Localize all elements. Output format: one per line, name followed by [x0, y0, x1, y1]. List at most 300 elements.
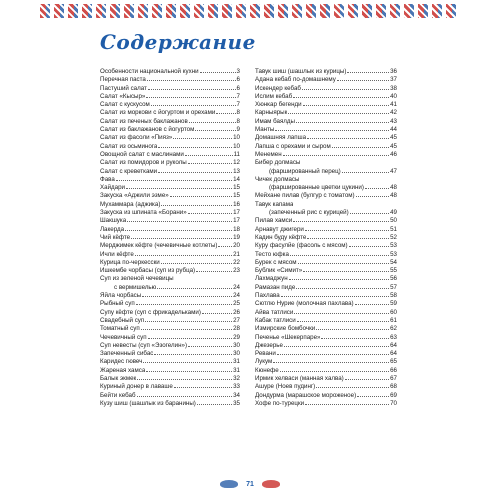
toc-entry-page: 56 — [390, 275, 397, 283]
toc-entry-page: 30 — [233, 341, 240, 349]
toc-column-left — [100, 68, 240, 408]
toc-entry-title: Кабак татлиси — [255, 316, 296, 324]
toc-entry-page: 64 — [390, 350, 397, 358]
toc-entry-title: Салат из фасоли «Пияз» — [100, 134, 173, 142]
toc-leader-dots — [289, 279, 389, 280]
toc-entry-page: 24 — [233, 283, 240, 291]
toc-entry — [100, 209, 240, 217]
toc-entry-page: 66 — [390, 366, 397, 374]
toc-entry-title: Менемен — [255, 150, 282, 158]
toc-leader-dots — [136, 304, 232, 305]
toc-entry — [100, 226, 240, 234]
toc-entry-page: 15 — [233, 192, 240, 200]
toc-leader-dots — [148, 89, 236, 90]
toc-leader-dots — [296, 288, 389, 289]
toc-entry — [255, 93, 397, 101]
toc-entry-page: 12 — [233, 159, 240, 167]
toc-leader-dots — [357, 396, 389, 397]
toc-leader-dots — [145, 321, 232, 322]
toc-entry-title: Салат из помидоров и руколы — [100, 159, 187, 167]
toc-entry — [100, 93, 240, 101]
toc-entry — [255, 68, 397, 76]
toc-entry — [100, 275, 240, 283]
toc-entry-title: Фава — [100, 175, 115, 183]
toc-entry-title: Пахлава — [255, 292, 280, 300]
toc-entry — [100, 375, 240, 383]
toc-entry — [100, 242, 240, 250]
toc-entry — [255, 383, 397, 391]
toc-entry-page: 10 — [233, 134, 240, 142]
toc-entry-page: 42 — [390, 109, 397, 117]
toc-entry-title: Ашуре (Ноев пудинг) — [255, 383, 316, 391]
toc-entry-title: Джезерье — [255, 341, 283, 349]
toc-entry — [100, 392, 240, 400]
toc-entry — [100, 383, 240, 391]
toc-entry-title: Тавук шиш (шашлык из курицы) — [255, 68, 347, 75]
toc-entry-page: 55 — [390, 267, 397, 275]
toc-leader-dots — [126, 188, 232, 189]
page-title: Содержание — [100, 30, 256, 54]
footer-ornament-left — [220, 480, 238, 488]
page-footer — [0, 474, 500, 494]
toc-leader-dots — [173, 138, 232, 139]
toc-entry — [255, 292, 397, 300]
toc-leader-dots — [161, 263, 232, 264]
toc-entry — [255, 392, 397, 400]
toc-entry — [255, 267, 397, 275]
toc-entry — [100, 251, 240, 259]
toc-entry-title: Шакшука — [100, 217, 127, 225]
toc-entry-title: Манты — [255, 126, 275, 134]
toc-entry-title: Каридес гювеч — [100, 358, 143, 366]
toc-entry-page: 49 — [390, 209, 397, 217]
toc-leader-dots — [188, 213, 232, 214]
toc-entry — [255, 109, 397, 117]
toc-entry — [100, 284, 240, 292]
toc-leader-dots — [158, 147, 232, 148]
toc-entry-title: Хайдари — [100, 184, 125, 192]
toc-entry-title: Бейти кебаб — [100, 391, 136, 399]
toc-leader-dots — [345, 379, 389, 380]
toc-entry — [255, 85, 397, 93]
toc-entry — [255, 251, 397, 259]
toc-leader-dots — [307, 138, 389, 139]
toc-entry-page: 23 — [233, 267, 240, 275]
toc-leader-dots — [137, 379, 232, 380]
toc-entry-page: 24 — [233, 292, 240, 300]
toc-entry — [100, 192, 240, 200]
toc-entry-title: Бублик «Симит» — [255, 267, 303, 275]
toc-leader-dots — [146, 371, 232, 372]
toc-entry — [255, 168, 397, 176]
toc-entry — [100, 184, 240, 192]
toc-leader-dots — [158, 172, 232, 173]
toc-leader-dots — [202, 313, 232, 314]
toc-entry-page: 33 — [233, 383, 240, 391]
toc-entry — [100, 68, 240, 76]
toc-leader-dots — [195, 130, 235, 131]
toc-entry-title: Салат из осьминога — [100, 142, 158, 150]
toc-entry-title: Томатный суп — [100, 325, 140, 333]
toc-entry — [100, 143, 240, 151]
toc-entry-title: Ишкембе чорбасы (суп из рубца) — [100, 267, 196, 275]
toc-entry — [100, 300, 240, 308]
toc-entry-title: Адана кебаб по-домашнему — [255, 76, 336, 84]
toc-entry-title: Перечная паста — [100, 76, 146, 84]
toc-entry — [100, 126, 240, 134]
toc-entry — [255, 201, 397, 209]
toc-entry-page: 63 — [390, 333, 397, 341]
toc-entry-page: 8 — [236, 109, 240, 117]
toc-leader-dots — [147, 80, 236, 81]
toc-entry — [100, 217, 240, 225]
toc-leader-dots — [316, 387, 389, 388]
toc-entry — [255, 309, 397, 317]
toc-entry — [255, 242, 397, 250]
toc-leader-dots — [275, 130, 389, 131]
toc-entry — [255, 101, 397, 109]
toc-entry-page: 17 — [233, 209, 240, 217]
toc-entry-title: Бибер долмасы — [255, 159, 301, 167]
footer-ornament-right — [262, 480, 280, 488]
toc-entry-page: 69 — [390, 391, 397, 399]
toc-entry-page: 51 — [390, 225, 397, 233]
toc-entry-page: 57 — [390, 283, 397, 291]
toc-entry-page: 15 — [233, 184, 240, 192]
toc-entry — [255, 184, 397, 192]
toc-entry-page: 30 — [233, 350, 240, 358]
toc-entry-page: 45 — [390, 134, 397, 142]
toc-entry-title: Домашняя лапша — [255, 134, 307, 142]
toc-entry-page: 21 — [233, 250, 240, 258]
toc-entry-page: 68 — [390, 383, 397, 391]
toc-entry-title: Лахмаджун — [255, 275, 288, 283]
toc-entry-title: Сютлю Нурие (молочная пахлава) — [255, 300, 354, 308]
toc-leader-dots — [305, 404, 389, 405]
toc-leader-dots — [131, 238, 232, 239]
toc-entry-title: (фаршированный перец) — [269, 167, 341, 175]
toc-entry-page: 41 — [390, 101, 397, 109]
toc-entry-page: 37 — [390, 76, 397, 84]
toc-entry — [255, 192, 397, 200]
toc-entry-title: Салат с кускусом — [100, 101, 150, 109]
toc-leader-dots — [305, 230, 389, 231]
toc-leader-dots — [135, 255, 232, 256]
toc-entry-title: Салат «Кысыр» — [100, 92, 146, 100]
toc-entry — [100, 201, 240, 209]
toc-entry-title: Свадебный суп — [100, 316, 145, 324]
toc-entry-page: 14 — [233, 175, 240, 183]
toc-leader-dots — [137, 396, 233, 397]
toc-entry-page: 64 — [390, 341, 397, 349]
toc-entry-page: 60 — [390, 308, 397, 316]
toc-entry — [100, 325, 240, 333]
toc-leader-dots — [148, 338, 233, 339]
toc-leader-dots — [303, 271, 389, 272]
toc-entry-title: Арнавут джигери — [255, 225, 304, 233]
toc-entry-title: Овощной салат с маслинами — [100, 150, 184, 158]
toc-leader-dots — [283, 155, 389, 156]
top-ornament-border — [0, 0, 500, 22]
toc-entry — [100, 309, 240, 317]
toc-entry-title: Суп невесты (суп «Эзогелин») — [100, 341, 187, 349]
toc-entry-page: 43 — [390, 117, 397, 125]
toc-column-right — [255, 68, 397, 408]
toc-entry — [100, 85, 240, 93]
toc-entry-title: Дондурма (марашское мороженое) — [255, 391, 357, 399]
toc-leader-dots — [350, 213, 389, 214]
toc-entry — [100, 101, 240, 109]
toc-entry-title: Лакерда — [100, 225, 125, 233]
toc-entry-page: 45 — [390, 142, 397, 150]
toc-entry-page: 44 — [390, 126, 397, 134]
toc-entry-page: 31 — [233, 358, 240, 366]
toc-leader-dots — [337, 80, 389, 81]
toc-leader-dots — [332, 147, 389, 148]
toc-entry-title: Рамазан пиде — [255, 283, 296, 291]
toc-entry-page: 38 — [390, 84, 397, 92]
toc-leader-dots — [303, 105, 390, 106]
toc-entry-title: Балык экмек — [100, 374, 137, 382]
toc-entry-title: Мерджимек кёфте (чечевичные котлеты) — [100, 242, 218, 250]
toc-leader-dots — [200, 72, 236, 73]
toc-leader-dots — [188, 346, 232, 347]
toc-entry-page: 25 — [233, 300, 240, 308]
toc-entry — [100, 267, 240, 275]
toc-entry-page: 28 — [233, 325, 240, 333]
toc-entry-title: Измирские бомбочки — [255, 325, 316, 333]
toc-entry-title: Курица по-черкесски — [100, 258, 160, 266]
toc-entry-title: Тавук капама — [255, 200, 294, 208]
toc-entry-page: 58 — [390, 292, 397, 300]
toc-leader-dots — [146, 97, 235, 98]
toc-entry — [255, 325, 397, 333]
toc-entry — [255, 367, 397, 375]
toc-entry-title: Хофе по-турецки — [255, 399, 305, 407]
toc-entry-page: 61 — [390, 316, 397, 324]
toc-leader-dots — [142, 296, 232, 297]
toc-entry — [255, 126, 397, 134]
toc-entry — [255, 400, 397, 408]
toc-entry-page: 70 — [390, 399, 397, 407]
toc-leader-dots — [321, 338, 389, 339]
toc-leader-dots — [174, 387, 232, 388]
toc-entry-page: 10 — [233, 142, 240, 150]
toc-leader-dots — [154, 354, 232, 355]
toc-entry-title: Пилав хамси — [255, 217, 293, 225]
toc-entry — [255, 76, 397, 84]
toc-entry-page: 59 — [390, 300, 397, 308]
toc-entry-title: Суп из зеленой чечевицы — [100, 275, 174, 283]
toc-entry-page: 48 — [390, 184, 397, 192]
toc-leader-dots — [273, 362, 389, 363]
toc-entry — [100, 234, 240, 242]
toc-entry-title: Чий кёфте — [100, 233, 131, 241]
toc-entry-page: 48 — [390, 192, 397, 200]
toc-entry — [100, 317, 240, 325]
toc-leader-dots — [141, 329, 232, 330]
toc-entry-page: 65 — [390, 358, 397, 366]
toc-entry-page: 11 — [233, 150, 240, 158]
toc-leader-dots — [290, 255, 389, 256]
toc-entry-page: 54 — [390, 258, 397, 266]
toc-entry-page: 7 — [236, 101, 240, 109]
toc-entry-page: 34 — [233, 391, 240, 399]
toc-entry-title: Кадин буду кёфте — [255, 233, 307, 241]
toc-entry-title: Куриный донер в лаваше — [100, 383, 173, 391]
toc-entry-title: Кюнефе — [255, 366, 279, 374]
toc-leader-dots — [197, 404, 232, 405]
toc-leader-dots — [356, 196, 390, 197]
toc-leader-dots — [218, 246, 232, 247]
toc-entry-page: 67 — [390, 374, 397, 382]
toc-entry — [255, 134, 397, 142]
toc-leader-dots — [196, 271, 232, 272]
toc-entry-page: 62 — [390, 325, 397, 333]
toc-entry-title: Ирмик хелваси (манная халва) — [255, 374, 344, 382]
toc-entry-page: 26 — [233, 308, 240, 316]
toc-entry-title: Запеченный сибас — [100, 350, 154, 358]
toc-entry — [100, 367, 240, 375]
toc-entry-title: Хюнкар бегенди — [255, 101, 302, 109]
toc-entry-page: 35 — [233, 399, 240, 407]
toc-entry — [100, 176, 240, 184]
toc-entry — [100, 76, 240, 84]
toc-leader-dots — [161, 205, 232, 206]
toc-entry — [100, 358, 240, 366]
toc-entry-title: Закуска «Аджили эзме» — [100, 192, 169, 200]
toc-leader-dots — [307, 238, 389, 239]
page-number: 71 — [246, 480, 254, 488]
toc-entry-page: 17 — [233, 217, 240, 225]
toc-leader-dots — [293, 221, 389, 222]
toc-entry-page: 50 — [390, 217, 397, 225]
toc-entry-page: 29 — [233, 333, 240, 341]
toc-entry — [255, 358, 397, 366]
toc-entry — [100, 342, 240, 350]
toc-entry — [100, 134, 240, 142]
toc-entry — [255, 317, 397, 325]
toc-leader-dots — [157, 288, 232, 289]
toc-entry-page: 31 — [233, 366, 240, 374]
toc-entry-page: 18 — [233, 225, 240, 233]
toc-entry — [255, 118, 397, 126]
toc-leader-dots — [281, 296, 389, 297]
toc-entry-page: 6 — [236, 76, 240, 84]
toc-entry-title: Чечевичный суп — [100, 333, 147, 341]
toc-entry-title: Салат из печеных баклажанов — [100, 117, 188, 125]
toc-entry — [255, 159, 397, 167]
toc-entry-page: 16 — [233, 200, 240, 208]
toc-entry-page: 27 — [233, 316, 240, 324]
toc-entry-title: Ислим кебаб — [255, 92, 293, 100]
toc-entry-title: Рыбный суп — [100, 300, 135, 308]
toc-entry-title: Тесто юфка — [255, 250, 289, 258]
toc-entry — [100, 259, 240, 267]
toc-leader-dots — [298, 263, 390, 264]
toc-entry — [100, 151, 240, 159]
toc-leader-dots — [188, 163, 232, 164]
toc-entry — [255, 234, 397, 242]
toc-entry — [255, 176, 397, 184]
toc-entry-page: 3 — [236, 68, 240, 75]
toc-leader-dots — [288, 113, 389, 114]
toc-entry-title: с вермишелью — [114, 283, 157, 291]
toc-entry-title: (запеченный рис с курицей) — [269, 209, 349, 217]
toc-entry-page: 9 — [236, 126, 240, 134]
toc-entry — [255, 334, 397, 342]
toc-entry-title: Кузу шиш (шашлык из баранины) — [100, 399, 196, 407]
toc-entry — [255, 226, 397, 234]
toc-leader-dots — [170, 196, 232, 197]
toc-entry-title: Особенности национальной кухни — [100, 68, 199, 75]
toc-entry — [255, 300, 397, 308]
toc-entry — [255, 275, 397, 283]
toc-leader-dots — [151, 105, 236, 106]
toc-leader-dots — [349, 246, 390, 247]
toc-entry — [100, 334, 240, 342]
toc-leader-dots — [355, 304, 390, 305]
toc-leader-dots — [216, 113, 235, 114]
toc-leader-dots — [302, 89, 389, 90]
toc-entry-title: Ичли кёфте — [100, 250, 134, 258]
toc-entry-page: 52 — [390, 233, 397, 241]
toc-leader-dots — [365, 188, 389, 189]
toc-entry-title: Айва татлиси — [255, 308, 294, 316]
toc-entry — [255, 259, 397, 267]
toc-leader-dots — [189, 122, 236, 123]
toc-entry-title: Салат с креветками — [100, 167, 158, 175]
toc-leader-dots — [143, 362, 232, 363]
toc-entry — [255, 217, 397, 225]
toc-entry — [255, 143, 397, 151]
toc-entry-page: 7 — [236, 92, 240, 100]
toc-entry — [100, 159, 240, 167]
toc-entry-page: 47 — [390, 167, 397, 175]
toc-leader-dots — [185, 155, 233, 156]
toc-entry-title: Ревани — [255, 350, 276, 358]
toc-leader-dots — [347, 72, 389, 73]
toc-entry-page: 22 — [233, 258, 240, 266]
toc-entry-title: Пастуший салат — [100, 84, 147, 92]
toc-leader-dots — [293, 97, 389, 98]
toc-entry-title: Печенье «Шекерпаре» — [255, 333, 321, 341]
toc-leader-dots — [125, 230, 232, 231]
ornament-pattern — [40, 4, 460, 18]
toc-entry-title: Мухаммара (аджика) — [100, 200, 161, 208]
toc-entry-title: Закуска из шпината «Борани» — [100, 209, 187, 217]
toc-leader-dots — [342, 172, 389, 173]
toc-entry-page: 6 — [236, 84, 240, 92]
toc-entry-page: 53 — [390, 250, 397, 258]
toc-entry-title: Салат из баклажанов с йогуртом — [100, 126, 195, 134]
toc-entry-title: Лукум — [255, 358, 273, 366]
toc-entry — [100, 400, 240, 408]
toc-entry-page: 53 — [390, 242, 397, 250]
toc-leader-dots — [277, 354, 389, 355]
toc-entry — [255, 375, 397, 383]
toc-leader-dots — [284, 346, 389, 347]
toc-leader-dots — [127, 221, 232, 222]
toc-leader-dots — [296, 122, 389, 123]
toc-entry — [100, 168, 240, 176]
toc-entry-page: 8 — [236, 117, 240, 125]
toc-entry-title: Искендер кебаб — [255, 84, 301, 92]
toc-entry — [100, 118, 240, 126]
toc-leader-dots — [280, 371, 389, 372]
toc-entry — [100, 350, 240, 358]
toc-entry — [255, 342, 397, 350]
